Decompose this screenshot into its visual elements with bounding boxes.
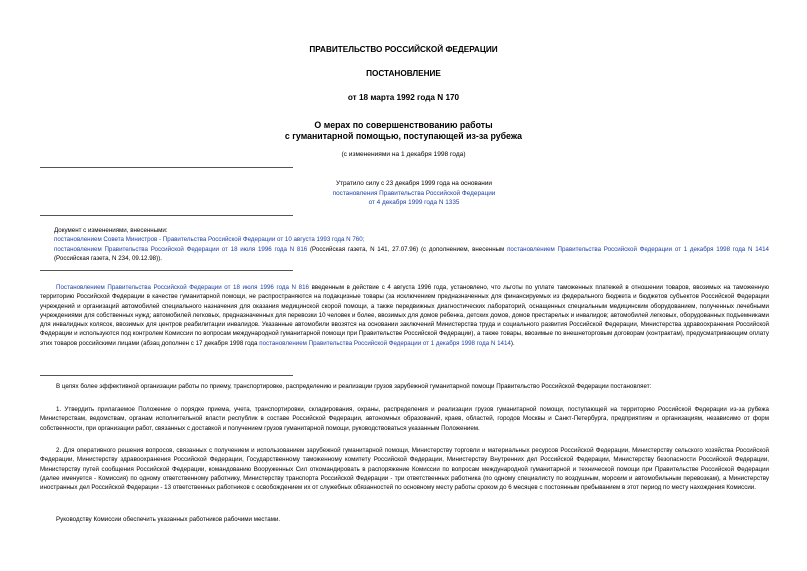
expired-text: Утратило силу с 23 декабря 1999 года на основании: [336, 180, 492, 187]
note-text-1: введенным в действие с 4 августа 1996 года, установлено, что льготы по уплате таможенных платежей в отношении товаров, ввозимых на таможенную территорию Российской Федерации в качестве гуманитарной помощи, не распространяются на подакцизные товары (за исключением предназначенных для финансируемых из федерального бюджета и бюджетов субъектов Российской Федерации учреждений и организаций автомобилей специального назначения для оказания медицинской скорой помощи, а также передвижных диагностических лабораторий, оснащенных специальным медицинским оборудованием, полученных лечебными учреждениями для собственных нужд; автомобилей легковых, предназначенных для перевозки 10 человек и более, ввозимых для домов ребенка, детских домов, домов престарелых и инвалидов; автомобилей легковых, оборудованных подъемниками для инвалидных колясок, ввозимых для центров реабилитации инвалидов. Указанные автомобили ввозятся на основании заключений Министерства труда и социального развития Российской Федерации, Министерства здравоохранения Российской Федерации и используются под контролем Комиссии по вопросам международной гуманитарной помощи при Правительстве Российской Федерации), а также товары, ввозимые по внешнеторговым договорам (контрактам), предусматривающим оплату этих товаров российскими лицами (абзац дополнен с 17 декабря 1998 года: [40, 284, 769, 347]
separator-rule: [40, 375, 293, 376]
government-heading: ПРАВИТЕЛЬСТВО РОССИЙСКОЙ ФЕДЕРАЦИИ: [309, 45, 498, 54]
amendments-note: (с изменениями на 1 декабря 1998 года): [341, 151, 466, 158]
paragraph-2: [40, 446, 769, 492]
paragraph-1-text: 1. Утвердить прилагаемое Положение о порядке приема, учета, транспортировки, складирования, охраны, распределения и реализации грузов гуманитарной помощи, поступающей на территорию Российской Федерации из-за рубежа Министерствам, ведомствам, органам исполнительной власти республик в составе Российской Федерации, автономных образований, краев, областей, городов Москвы и Санкт-Петербурга, предприятиям и организациям, независимо от форм собственности, при организации работ, связанных с доставкой и получением грузов гуманитарной помощи, руководствоваться указанным Положением.: [40, 406, 769, 432]
paragraph-2-text: 2. Для оперативного решения вопросов, связанных с получением и использованием зарубежной гуманитарной помощи, Министерству торговли и материальных ресурсов Российской Федерации, Министерству сельского хозяйства Российской Федерации, Министерству здравоохранения Российской Федерации, Государственному таможенному комитету Российской Федерации, Министерству Внутренних дел Российской Федерации, Министерству безопасности Российской Федерации, Министерству путей сообщения Российской Федерации, командованию Вооруженных Сил откомандировать в распоряжение Комиссии по вопросам международной гуманитарной и технической помощи при Правительстве Российской Федерации (далее именуется - Комиссия) по одному ответственному работнику, Министерству транспорта Российской Федерации - три ответственных работника (по одному специалисту по воздушным, морским и автомобильным перевозкам), а Министерству иностранных дел Российской Федерации - 13 ответственных работников с освобождением их от служебных обязанностей по основному месту работы сроком до 6 месяцев с постоянным пребыванием в этот период по месту нахождения Комиссии.: [40, 447, 769, 492]
amendment-link-1[interactable]: постановлением Совета Министров - Правительства Российской Федерации от 10 августа 1993 года N 760;: [54, 236, 365, 244]
amendment-link-3[interactable]: постановлением Правительства Российской Федерации от 1 декабря 1998 года N 1414: [507, 245, 769, 253]
note-link-2[interactable]: постановлением Правительства Российской Федерации от 1 декабря 1998 года N 1414: [259, 339, 511, 347]
expired-notice: [300, 179, 528, 208]
date-number-heading: от 18 марта 1992 года N 170: [347, 93, 460, 102]
separator-rule: [40, 215, 293, 216]
expired-link-line-2[interactable]: от 4 декабря 1999 года N 1335: [368, 199, 460, 207]
preamble-text: В целях более эффективной организации работы по приему, транспортировке, распределению и реализации грузов зарубежной гуманитарной помощи Правительство Российской Федерации постановляет:: [56, 383, 652, 390]
note-link-1[interactable]: Постановлением Правительства Российской Федерации от 18 июля 1996 года N 816: [56, 284, 309, 291]
document-type-heading: ПОСТАНОВЛЕНИЕ: [366, 69, 441, 78]
preamble-paragraph: [40, 382, 769, 391]
amended-by-intro: Документ с изменениями, внесенными:: [54, 227, 168, 234]
title-line-2: с гуманитарной помощью, поступающей из-за рубежа: [284, 131, 523, 141]
title-line-1: О мерах по совершенствованию работы: [314, 120, 493, 130]
separator-rule: [40, 167, 293, 168]
amendment-link-2[interactable]: постановлением Правительства Российской Федерации от 18 июля 1996 года N 816: [54, 245, 308, 253]
expired-link-line-1[interactable]: постановления Правительства Российской Федерации: [332, 189, 496, 197]
separator-rule: [40, 270, 293, 271]
amendment-text-3: (Российская газета, N 234, 09.12.98)).: [54, 254, 162, 262]
note-text-2: ).: [510, 339, 515, 347]
amended-by-block: [54, 226, 769, 263]
paragraph-3-text: Руководству Комиссии обеспечить указанных работников рабочими местами.: [56, 516, 281, 523]
paragraph-1: [40, 405, 769, 433]
paragraph-3: [40, 515, 769, 524]
customs-note-block: [40, 283, 769, 348]
amendment-text-2: (Российская газета, N 141, 27.07.96) (с дополнением, внесенным: [307, 245, 508, 253]
